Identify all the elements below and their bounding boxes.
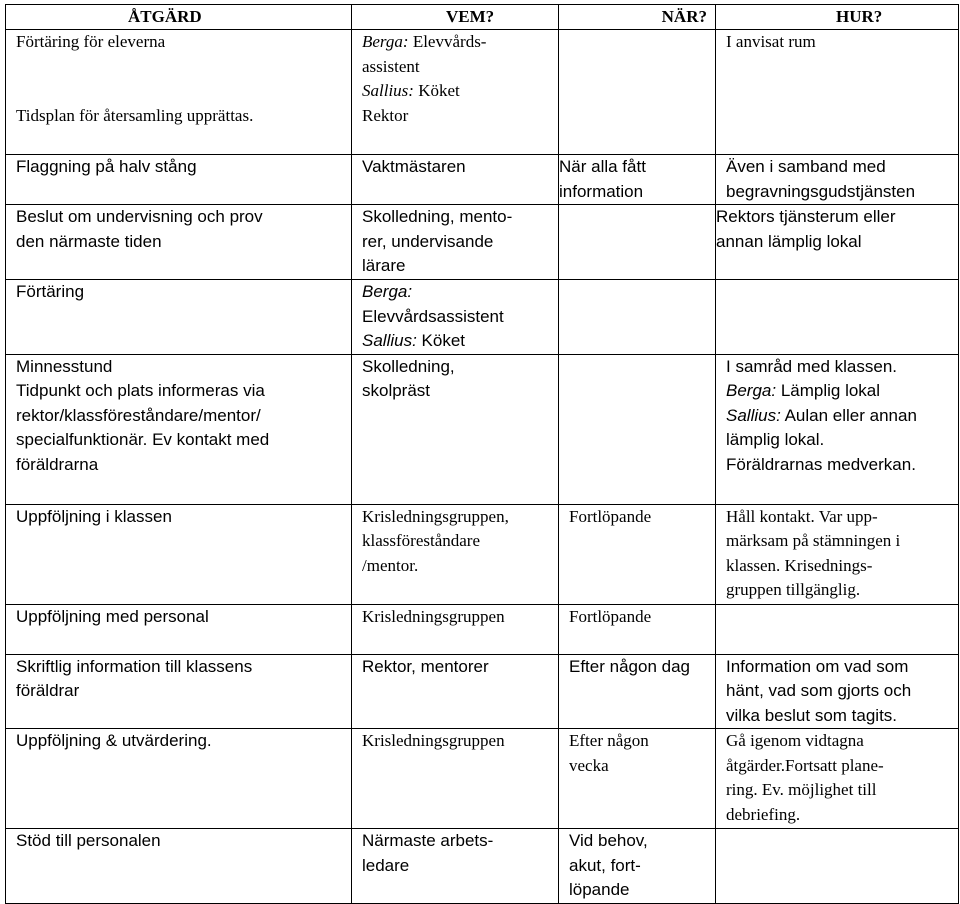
table-row bbox=[6, 729, 959, 829]
table-row bbox=[6, 504, 959, 604]
cell-hur: Information om vad som hänt, vad som gjorts och vilka beslut som tagits. bbox=[716, 654, 959, 729]
table-row bbox=[6, 205, 959, 280]
cell-nar bbox=[559, 205, 716, 280]
cell-nar bbox=[559, 30, 716, 155]
cell-vem: Krisledningsgruppen bbox=[352, 604, 559, 654]
cell-vem: Berga: Elevvårds- assistent Sallius: Köket Rektor bbox=[352, 30, 559, 155]
cell-hur: I anvisat rum bbox=[716, 30, 959, 155]
cell-atgard: Uppföljning & utvärdering. bbox=[6, 729, 352, 829]
cell-nar: När alla fått information bbox=[559, 155, 716, 205]
cell-atgard: Skriftlig information till klassens föräldrar bbox=[6, 654, 352, 729]
cell-nar: Fortlöpande bbox=[559, 504, 716, 604]
cell-vem: Rektor, mentorer bbox=[352, 654, 559, 729]
cell-hur bbox=[716, 829, 959, 904]
cell-hur: Gå igenom vidtagna åtgärder.Fortsatt plane- ring. Ev. möjlighet till debriefing. bbox=[716, 729, 959, 829]
cell-vem: Vaktmästaren bbox=[352, 155, 559, 205]
cell-atgard: Stöd till personalen bbox=[6, 829, 352, 904]
cell-hur bbox=[716, 280, 959, 355]
cell-vem: Skolledning, skolpräst bbox=[352, 354, 559, 504]
cell-atgard: Minnesstund Tidpunkt och plats informeras via rektor/klassföreståndare/mentor/ specialfunktionär. Ev kontakt med föräldrarna bbox=[6, 354, 352, 504]
header-vem: VEM? bbox=[352, 5, 559, 30]
table-row bbox=[6, 604, 959, 654]
cell-atgard: Uppföljning med personal bbox=[6, 604, 352, 654]
table-row bbox=[6, 280, 959, 355]
header-hur: HUR? bbox=[716, 5, 959, 30]
table-row bbox=[6, 354, 959, 504]
cell-nar: Fortlöpande bbox=[559, 604, 716, 654]
cell-hur: Håll kontakt. Var upp- märksam på stämningen i klassen. Krisednings- gruppen tillgänglig. bbox=[716, 504, 959, 604]
cell-atgard: Flaggning på halv stång bbox=[6, 155, 352, 205]
header-nar: NÄR? bbox=[559, 5, 716, 30]
cell-hur bbox=[716, 604, 959, 654]
cell-vem: Skolledning, mento- rer, undervisande lärare bbox=[352, 205, 559, 280]
cell-vem: Berga: Elevvårdsassistent Sallius: Köket bbox=[352, 280, 559, 355]
cell-vem: Krisledningsgruppen, klassföreståndare /mentor. bbox=[352, 504, 559, 604]
table-row bbox=[6, 654, 959, 729]
table-row bbox=[6, 30, 959, 155]
action-plan-table bbox=[5, 4, 959, 904]
table-row bbox=[6, 155, 959, 205]
cell-hur: Rektors tjänsterum eller annan lämplig lokal bbox=[716, 205, 959, 280]
cell-atgard: Beslut om undervisning och prov den närmaste tiden bbox=[6, 205, 352, 280]
cell-atgard: Förtäring bbox=[6, 280, 352, 355]
header-row bbox=[6, 5, 959, 30]
cell-hur: Även i samband med begravningsgudstjänsten bbox=[716, 155, 959, 205]
cell-nar: Efter någon dag bbox=[559, 654, 716, 729]
header-atgard: ÅTGÄRD bbox=[6, 5, 352, 30]
cell-atgard: Förtäring för eleverna Tidsplan för återsamling upprättas. bbox=[6, 30, 352, 155]
cell-vem: Närmaste arbets- ledare bbox=[352, 829, 559, 904]
cell-nar: Vid behov, akut, fort- löpande bbox=[559, 829, 716, 904]
cell-hur: I samråd med klassen. Berga: Lämplig lokal Sallius: Aulan eller annan lämplig lokal. Föräldrarnas medverkan. bbox=[716, 354, 959, 504]
cell-nar bbox=[559, 354, 716, 504]
table-row bbox=[6, 829, 959, 904]
cell-vem: Krisledningsgruppen bbox=[352, 729, 559, 829]
cell-nar: Efter någon vecka bbox=[559, 729, 716, 829]
cell-nar bbox=[559, 280, 716, 355]
cell-atgard: Uppföljning i klassen bbox=[6, 504, 352, 604]
